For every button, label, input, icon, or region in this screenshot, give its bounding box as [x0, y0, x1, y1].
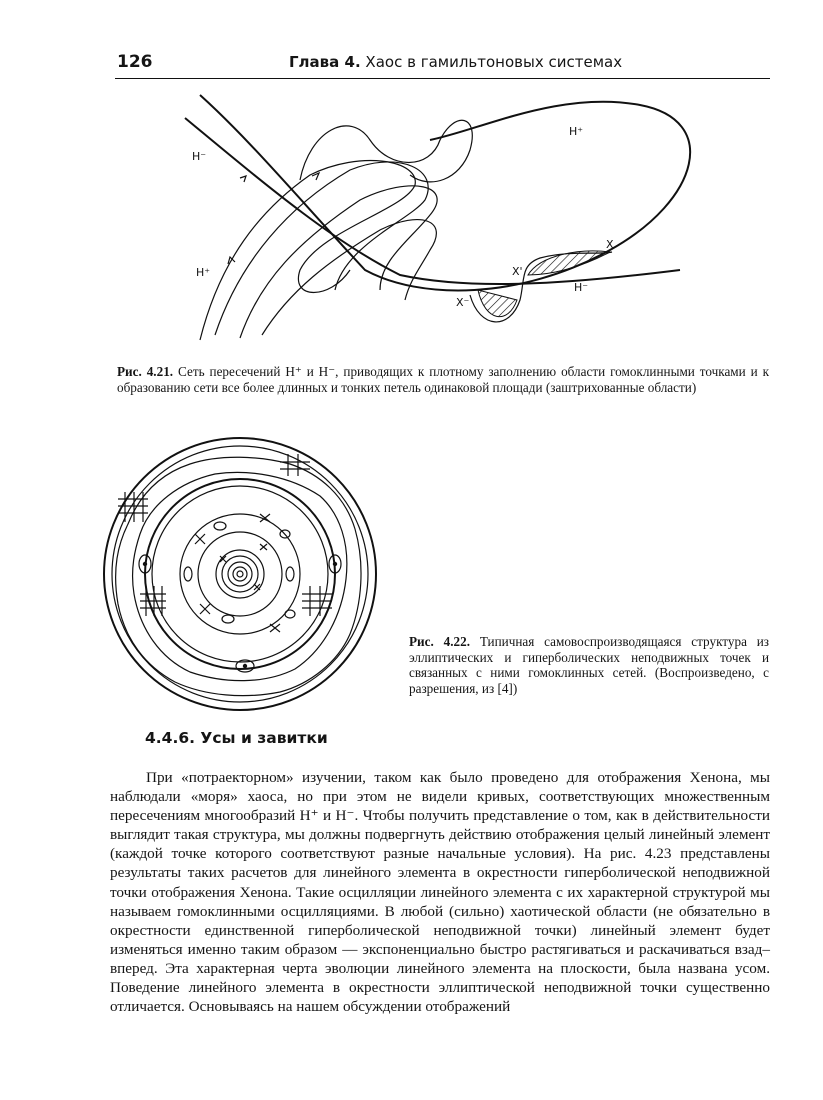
- wavy-band-inner: [133, 472, 347, 680]
- core-ring-4: [233, 567, 247, 581]
- arrow-h-minus: [240, 176, 246, 182]
- fold-top-wiggle: [300, 120, 472, 182]
- fold-loop-4: [262, 220, 436, 335]
- label-h-minus-right: H⁻: [574, 281, 589, 294]
- figure-4-21-caption: [117, 364, 769, 395]
- section-heading: 4.4.6. Усы и завитки: [145, 729, 328, 747]
- label-h-plus-left: H⁺: [196, 266, 211, 279]
- hatched-lobe-lower: [478, 290, 517, 317]
- outer-ring-1: [104, 438, 376, 710]
- fold-loop-2: [215, 162, 428, 335]
- outer-ring-2: [112, 446, 368, 702]
- figure-4-21-caption-text: Сеть пересечений H⁺ и H⁻, приводящих к плотному заполнению области гомоклинными точками и к образованию сети все более длинных и тонких петель одинаковой площади (заштрихованные области): [117, 364, 769, 395]
- arrow-fold: [312, 173, 319, 180]
- core-ring-5: [237, 571, 243, 577]
- h-plus-outer-curve: [200, 95, 690, 290]
- fold-loop-3: [240, 186, 437, 338]
- label-h-plus-right: H⁺: [569, 125, 584, 138]
- core-ring-3: [228, 562, 252, 586]
- middle-ring-1: [145, 479, 335, 669]
- fold-loop-1: [200, 161, 415, 340]
- h-minus-curve: [185, 118, 680, 284]
- inner-ring-2: [198, 532, 282, 616]
- wavy-band-outer: [116, 457, 361, 695]
- body-text: [110, 768, 770, 1016]
- figure-4-22-caption-label: Рис. 4.22.: [409, 634, 470, 649]
- core-ring-1: [216, 550, 264, 598]
- hatched-lobe-upper: [528, 251, 610, 275]
- chapter-number: Глава 4.: [289, 53, 361, 71]
- body-paragraph: При «потраекторном» изучении, таком как было проведено для отображения Хенона, мы наблюдали «моря» хаоса, но при этом не видели кривых, соответствующих множественным пересечениям многообразий H⁺ и H⁻. Чтобы получить представление о том, как в действительности выглядит такая структура, мы должны подвергнуть действию отображения целый линейный элемент (каждой точке которого соответствуют разные начальные условия). На рис. 4.23 представлены результаты таких расчетов для линейного элемента в окрестности гиперболической неподвижной точки отображения Хенона. Такие осцилляции линейного элемента с их характерной структурой мы называем гомоклинными осцилляциями. В любой (сильно) хаотической области (не обязательно в окрестности единственной гиперболической неподвижной точки) линейный элемент будет изменяться именно таким образом — экспоненциально быстро растягиваться и раскачиваться взад–вперед. Эта характерная черта эволюции линейного элемента на плоскости, была названа усом. Поведение линейного элемента в окрестности эллиптической неподвижной точки существенно отличается. Основываясь на нашем обсуждении отображений: [110, 769, 770, 1016]
- cross-hatch-left: [118, 492, 166, 616]
- figure-4-22-caption-text: Типичная самовоспроизводящаяся структура из эллиптических и гиперболических неподвижных точек и связанных с ними гомоклинных сетей. (Воспроизведено, с разрешения, из [4]): [409, 634, 770, 696]
- hyperbolic-points: [195, 514, 280, 632]
- page-number: 126: [117, 52, 153, 72]
- label-x-prime: X': [512, 265, 523, 278]
- label-x-minus: X⁻: [456, 296, 470, 309]
- core-ring-2: [222, 556, 258, 592]
- cross-hatch-right: [280, 454, 332, 616]
- label-x: X: [606, 238, 614, 251]
- figure-4-22-caption: [409, 634, 769, 696]
- label-h-minus-left: H⁻: [192, 150, 207, 163]
- chapter-title: Хаос в гамильтоновых системах: [365, 53, 623, 71]
- running-head: [289, 53, 622, 71]
- lower-lobe: [470, 252, 612, 322]
- header-rule: [115, 78, 770, 79]
- middle-ring-2: [152, 486, 328, 662]
- inner-ring-1: [180, 514, 300, 634]
- figure-4-21-caption-label: Рис. 4.21.: [117, 364, 174, 379]
- arrow-h-plus: [228, 257, 235, 264]
- elliptic-points: [139, 522, 341, 672]
